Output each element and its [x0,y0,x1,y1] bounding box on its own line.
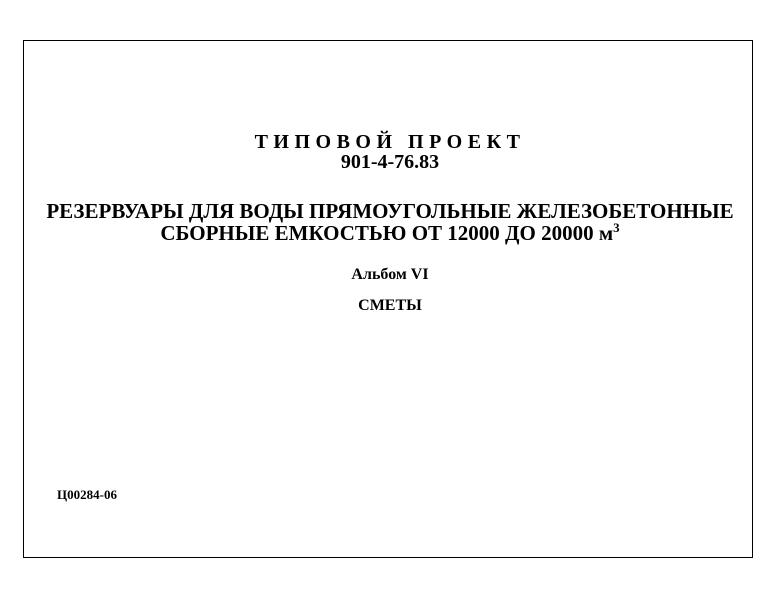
unit-superscript: 3 [613,220,620,235]
album-label: Альбом VI [351,266,429,283]
document-code: Ц00284-06 [57,487,117,502]
document-number: 901-4-76.83 [340,151,440,173]
document-type-heading: ТИПОВОЙ ПРОЕКТ [254,131,526,153]
section-label: СМЕТЫ [358,297,422,314]
document-title-line-2 [23,221,757,246]
document-title-line-2-text: СБОРНЫЕ ЕМКОСТЬЮ ОТ 12000 ДО 20000 м [160,221,614,245]
document-title-line-1: РЕЗЕРВУАРЫ ДЛЯ ВОДЫ ПРЯМОУГОЛЬНЫЕ ЖЕЛЕЗОБЕТОННЫЕ [46,199,734,223]
